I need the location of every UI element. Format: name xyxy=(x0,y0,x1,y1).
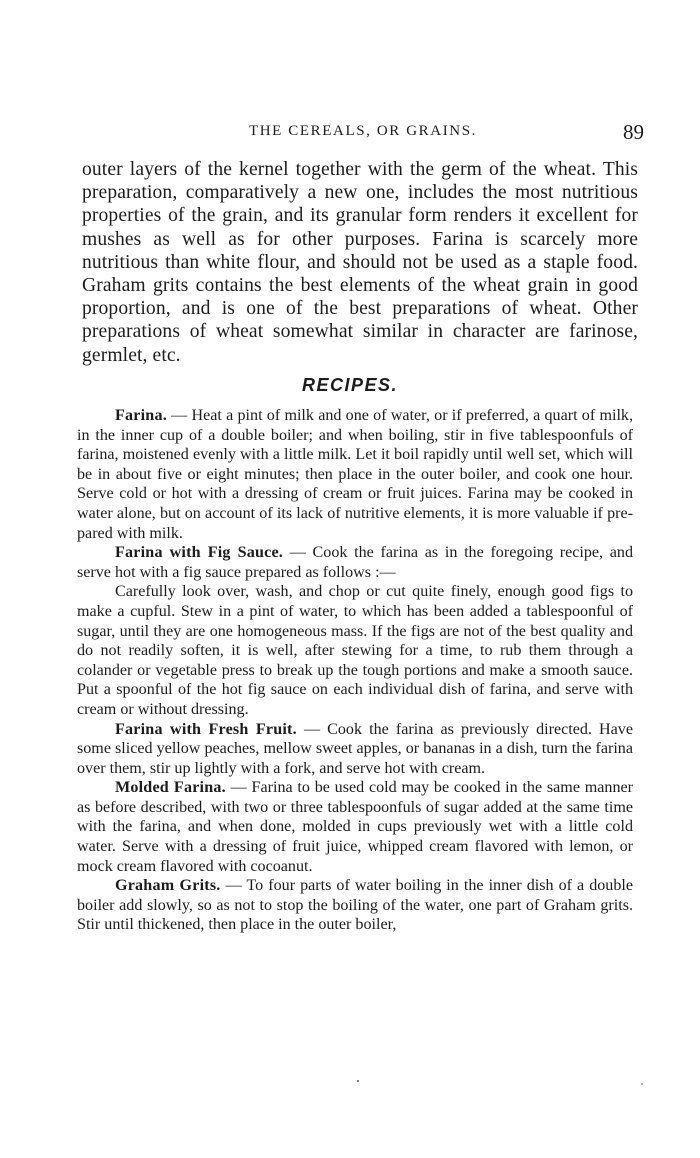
running-title: THE CEREALS, OR GRAINS. xyxy=(248,123,478,139)
intro-paragraph: outer layers of the kernel together with the germ of the wheat. This preparation, comparatively a new one, includes the most nutritious properties of the grain, and its granular form renders it excellent for mushes as well as for other purposes. Farina is scarcely more nutritious than white flour, and should not be used as a staple food. Graham grits contains the best elements of the wheat grain in good proportion, and is one of the best preparations of wheat. Other preparations of wheat somewhat similar in character are farinose, germlet, etc. xyxy=(82,159,638,366)
recipe-name: Farina with Fig Sauce. xyxy=(115,544,284,562)
recipe-text: — Cook the farina as in the foregoing recipe, and serve hot with a fig sauce prepared as follows :— xyxy=(77,544,633,581)
recipe-text: — Farina to be used cold may be cooked in the same manner as before described, with two or three tablespoonfuls of sugar added at the same time with the farina, and when done, molded in cups previously wet with a little cold water. Serve with a dressing of fruit juice, whipped cream flavored with lemon, or mock cream flavored with cocoanut. xyxy=(77,779,634,875)
recipe-name: Molded Farina. xyxy=(115,779,226,797)
running-header xyxy=(82,120,644,144)
page-number: 89 xyxy=(623,120,644,144)
recipe-farina-with-fresh-fruit xyxy=(77,720,633,779)
recipes-heading: RECIPES. xyxy=(301,375,399,395)
fig-sauce-instructions xyxy=(77,582,633,719)
paper-speck xyxy=(357,1080,359,1082)
recipe-name: Farina with Fresh Fruit. xyxy=(115,720,297,738)
recipe-graham-grits xyxy=(77,876,633,935)
recipe-farina xyxy=(77,406,633,543)
recipe-text: Carefully look over, wash, and chop or cut quite finely, enough good figs to make a cupful. Stew in a pint of water, to which has been added a tablespoonful of sugar, until they are one homogeneous mass. If the figs are not of the best quality and do not readily soften, it is well, after stewing for a time, to rub them through a colander or vegetable press to break up the tough portions and make a smooth sauce. Put a spoonful of the hot fig sauce on each individual dish of farina, and serve with cream or without dressing. xyxy=(77,583,633,718)
recipes-section xyxy=(77,406,633,935)
recipe-text: — To four parts of water boiling in the inner dish of a double boiler add slowly, so as not to stop the boiling of the water, one part of Graham grits. Stir until thickened, then place in the outer boiler, xyxy=(77,877,634,934)
recipe-name: Graham Grits. xyxy=(115,877,221,895)
recipe-molded-farina xyxy=(77,778,633,876)
recipe-text: — Cook the farina as previously directed. Have some sliced yellow peaches, mellow sweet apples, or bananas in a dish, turn the farina over them, stir up lightly with a fork, and serve hot with cream. xyxy=(77,720,633,777)
recipe-text: — Heat a pint of milk and one of water, or if preferred, a quart of milk, in the inner cup of a double boiler; and when boiling, stir in five tablespoonfuls of farina, moistened evenly with a little milk. Let it boil rapidly until well set, which will be in about five or eight minutes; then place in the outer boiler, and cook one hour. Serve cold or hot with a dressing of cream or fruit juices. Farina may be cooked in water alone, but on account of its lack of nutritive elements, it is more valuable if prepared with milk. xyxy=(77,407,633,542)
paper-speck xyxy=(641,1083,643,1085)
recipe-farina-with-fig-sauce xyxy=(77,543,633,582)
recipe-name: Farina. xyxy=(115,407,167,424)
